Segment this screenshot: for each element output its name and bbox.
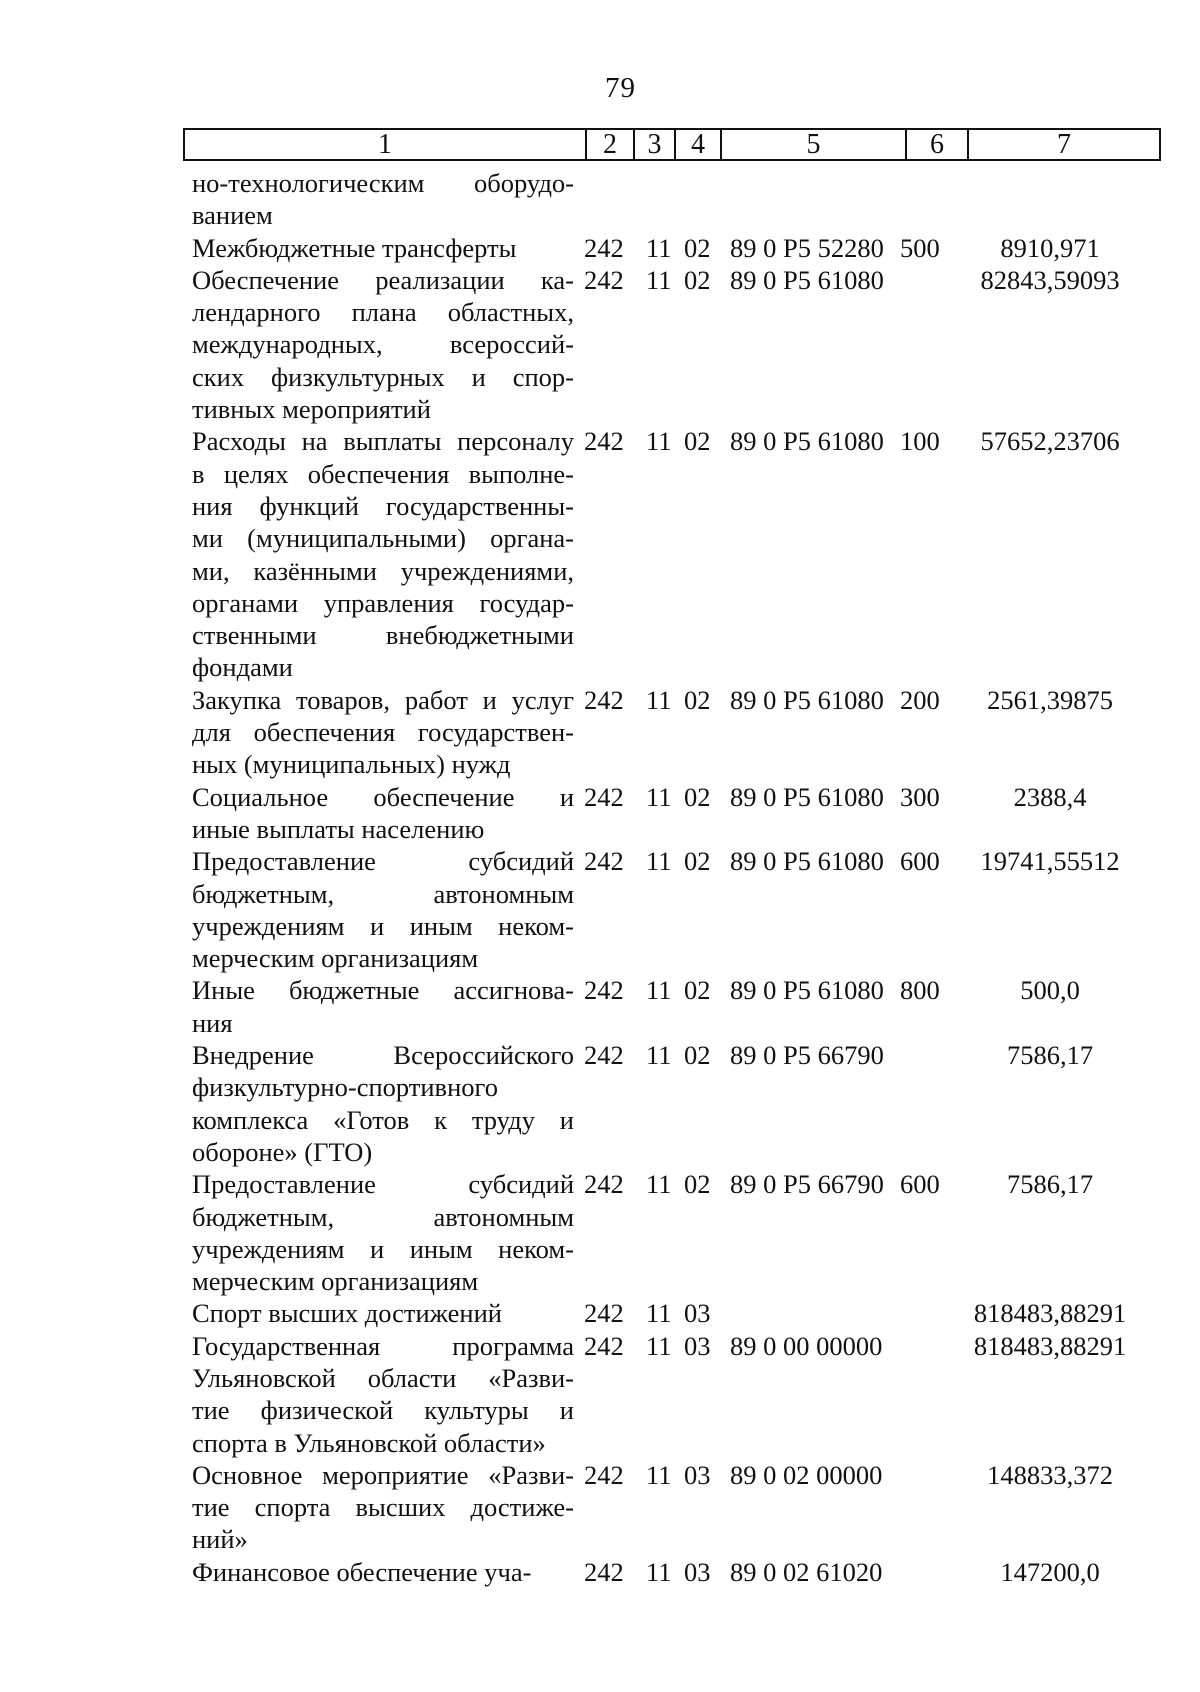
cell-c5: 89 0 Р5 61080 [730, 975, 884, 1006]
cell-c3: 11 [646, 781, 672, 812]
row-name-line: Предоставление субсидий [192, 846, 574, 877]
cell-c3: 11 [646, 232, 672, 263]
row-name-line: ми, казёнными учреждениями, [192, 555, 574, 586]
cell-c4: 03 [684, 1556, 711, 1587]
cell-c3: 11 [646, 1330, 672, 1361]
row-name-line: обороне» (ГТО) [192, 1136, 373, 1167]
row-name-line: ских физкультурных и спор- [192, 361, 574, 392]
row-name-line: иные выплаты населению [192, 813, 485, 844]
cell-c2: 242 [584, 846, 624, 877]
row-name-line: но-технологическим оборудо- [192, 168, 574, 198]
cell-c6: 500 [900, 232, 940, 263]
row-name-line: Финансовое обеспечение уча- [192, 1556, 532, 1587]
table-header [183, 128, 1161, 161]
cell-c4: 03 [684, 1330, 711, 1361]
header-col-5: 5 [722, 130, 907, 159]
cell-c4: 02 [684, 426, 711, 457]
row-name [192, 845, 574, 974]
cell-c2: 242 [584, 426, 624, 457]
cell-c7: 500,0 [1020, 975, 1080, 1006]
cell-c5: 89 0 Р5 61080 [730, 684, 884, 715]
row-name-line: для обеспечения государствен- [192, 717, 574, 748]
row-name-line: мерческим организациям [192, 943, 479, 974]
cell-c4: 03 [684, 1298, 711, 1329]
table-row [192, 974, 1172, 1039]
cell-c4: 03 [684, 1459, 711, 1490]
cell-c5: 89 0 02 61020 [730, 1556, 883, 1587]
cell-c3: 11 [646, 1040, 672, 1071]
cell-c2: 242 [584, 1330, 624, 1361]
row-name [192, 1459, 574, 1556]
cell-c7: 818483,88291 [973, 1298, 1127, 1329]
cell-c4: 02 [684, 1169, 711, 1200]
cell-c7: 8910,971 [1000, 232, 1100, 263]
cell-c7: 818483,88291 [973, 1330, 1127, 1361]
row-name-line: бюджетным, автономным [192, 1201, 574, 1232]
budget-table-body [192, 167, 1172, 1588]
cell-c2: 242 [584, 684, 624, 715]
cell-c7: 7586,17 [1006, 1040, 1094, 1071]
row-name-line: ственными внебюджетными [192, 620, 574, 651]
cell-c7: 147200,0 [1000, 1556, 1100, 1587]
cell-c2: 242 [584, 781, 624, 812]
row-name-line: в целях обеспечения выполне- [192, 458, 574, 489]
cell-c5: 89 0 Р5 61080 [730, 426, 884, 457]
header-col-1: 1 [185, 130, 587, 159]
row-name [192, 1039, 574, 1168]
cell-c7: 19741,55512 [980, 846, 1120, 877]
row-name [192, 974, 574, 1039]
cell-c4: 02 [684, 975, 711, 1006]
header-col-7: 7 [1057, 129, 1071, 160]
row-name [192, 425, 574, 683]
cell-c2: 242 [584, 1556, 624, 1587]
row-name-line: международных, всероссий- [192, 329, 574, 360]
row-name-line: Основное мероприятие «Разви- [192, 1459, 574, 1490]
cell-c7: 57652,23706 [980, 426, 1120, 457]
cell-c5: 89 0 Р5 52280 [730, 232, 884, 263]
header-col-6: 6 [907, 130, 969, 159]
table-row [192, 845, 1172, 974]
cell-c2: 242 [584, 264, 624, 295]
table-row [192, 781, 1172, 846]
row-name-line: лендарного плана областных, [192, 297, 574, 328]
page-number: 79 [605, 72, 636, 104]
cell-c3: 11 [646, 426, 672, 457]
row-name-line: Социальное обеспечение и [192, 781, 574, 812]
row-name-line: ния функций государственны- [192, 490, 574, 521]
row-name [192, 167, 574, 232]
row-name-line: мерческим организациям [192, 1266, 479, 1297]
row-name-line: Иные бюджетные ассигнова- [192, 975, 574, 1006]
row-name [192, 1556, 574, 1588]
cell-c7: 148833,372 [987, 1459, 1113, 1490]
row-name-line: тивных мероприятий [192, 394, 431, 425]
table-row [192, 1556, 1172, 1588]
row-name-line: Расходы на выплаты персоналу [192, 426, 574, 457]
row-name [192, 1297, 574, 1329]
table-row [192, 264, 1172, 425]
row-name-line: спорта в Ульяновской области» [192, 1427, 546, 1458]
row-name [192, 1168, 574, 1297]
cell-c5: 89 0 00 00000 [730, 1330, 883, 1361]
row-name-line: Закупка товаров, работ и услуг [192, 684, 574, 715]
row-name-line: учреждениям и иным неком- [192, 1233, 574, 1264]
cell-c4: 02 [684, 232, 711, 263]
cell-c5: 89 0 02 00000 [730, 1459, 883, 1490]
cell-c6: 600 [900, 846, 940, 877]
header-col-4: 4 [676, 130, 722, 159]
cell-c4: 02 [684, 1040, 711, 1071]
cell-c2: 242 [584, 1298, 624, 1329]
table-row [192, 1039, 1172, 1168]
row-name [192, 781, 574, 846]
table-row [192, 1168, 1172, 1297]
cell-c6: 600 [900, 1169, 940, 1200]
cell-c5: 89 0 Р5 66790 [730, 1169, 884, 1200]
row-name-line: Предоставление субсидий [192, 1169, 574, 1200]
row-name [192, 684, 574, 781]
cell-c3: 11 [646, 684, 672, 715]
row-name-line: Ульяновской области «Разви- [192, 1362, 574, 1393]
row-name-line: Государственная программа [192, 1330, 574, 1361]
cell-c3: 11 [646, 1169, 672, 1200]
row-name-line: тие физической культуры и [192, 1395, 574, 1426]
row-name-line: физкультурно-спортивного [192, 1072, 498, 1103]
cell-c5: 89 0 Р5 61080 [730, 846, 884, 877]
cell-c7: 82843,59093 [980, 264, 1120, 295]
row-name-line: ванием [192, 200, 273, 231]
row-name [192, 232, 574, 264]
cell-c6: 200 [900, 684, 940, 715]
cell-c3: 11 [646, 1298, 672, 1329]
cell-c4: 02 [684, 781, 711, 812]
cell-c2: 242 [584, 1040, 624, 1071]
cell-c4: 02 [684, 846, 711, 877]
cell-c2: 242 [584, 975, 624, 1006]
row-name-line: Спорт высших достижений [192, 1298, 502, 1329]
cell-c2: 242 [584, 1459, 624, 1490]
row-name-line: бюджетным, автономным [192, 878, 574, 909]
table-row [192, 684, 1172, 781]
header-col-2: 2 [587, 130, 635, 159]
cell-c3: 11 [646, 1459, 672, 1490]
table-row [192, 1459, 1172, 1556]
row-name [192, 264, 574, 425]
cell-c7: 7586,17 [1006, 1169, 1094, 1200]
cell-c6: 300 [900, 781, 940, 812]
cell-c4: 02 [684, 264, 711, 295]
row-name-line: тие спорта высших достиже- [192, 1492, 574, 1523]
row-name-line: ния [192, 1007, 233, 1038]
table-row [192, 1297, 1172, 1329]
header-col-3: 3 [635, 130, 676, 159]
cell-c2: 242 [584, 1169, 624, 1200]
cell-c6: 100 [900, 426, 940, 457]
cell-c3: 11 [646, 975, 672, 1006]
cell-c3: 11 [646, 1556, 672, 1587]
row-name-line: Внедрение Всероссийского [192, 1040, 574, 1071]
row-name-line: ми (муниципальными) органа- [192, 523, 574, 554]
table-row [192, 425, 1172, 683]
cell-c3: 11 [646, 264, 672, 295]
row-name-line: Обеспечение реализации ка- [192, 264, 574, 295]
cell-c7: 2388,4 [1013, 781, 1087, 812]
row-name-line: комплекса «Готов к труду и [192, 1104, 574, 1135]
cell-c2: 242 [584, 232, 624, 263]
table-row [192, 167, 1172, 232]
row-name-line: ных (муниципальных) нужд [192, 749, 511, 780]
row-name-line: учреждениям и иным неком- [192, 910, 574, 941]
row-name [192, 1330, 574, 1459]
cell-c5: 89 0 Р5 61080 [730, 264, 884, 295]
cell-c3: 11 [646, 846, 672, 877]
row-name-line: фондами [192, 652, 293, 683]
row-name-line: органами управления государ- [192, 587, 574, 618]
cell-c6: 800 [900, 975, 940, 1006]
cell-c5: 89 0 Р5 66790 [730, 1040, 884, 1071]
cell-c5: 89 0 Р5 61080 [730, 781, 884, 812]
row-name-line: ний» [192, 1524, 248, 1555]
cell-c4: 02 [684, 684, 711, 715]
table-row [192, 1330, 1172, 1459]
cell-c7: 2561,39875 [987, 684, 1113, 715]
table-row [192, 232, 1172, 264]
row-name-line: Межбюджетные трансферты [192, 232, 517, 263]
